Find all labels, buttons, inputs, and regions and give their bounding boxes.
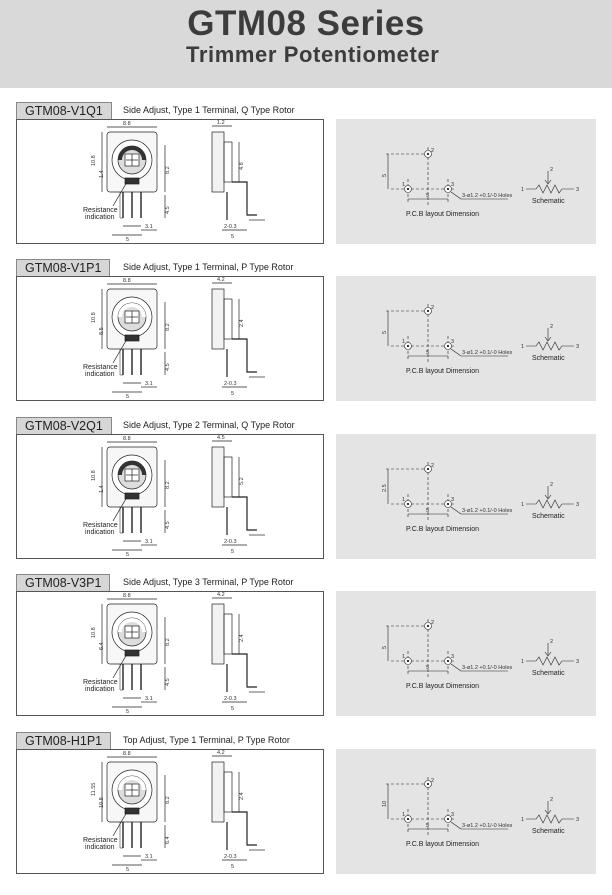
dim-e: 5 <box>126 394 130 400</box>
pcb-layout-label: P.C.B layout Dimension <box>406 841 480 848</box>
resistance-label-2: indication <box>85 844 115 851</box>
schematic-pin-2: 2 <box>550 167 554 173</box>
schematic-label: Schematic <box>532 513 565 520</box>
schematic-label: Schematic <box>532 355 565 362</box>
holes-spec: 3-ø1.2 +0.1/-0 Holes <box>462 823 513 829</box>
pin-2-label: 2 <box>431 148 435 154</box>
pin-2-label: 2 <box>431 305 435 311</box>
dim-f: 1.2 <box>217 120 225 126</box>
schematic-pin-1: 1 <box>521 502 525 508</box>
holes-spec: 3-ø1.2 +0.1/-0 Holes <box>462 508 513 514</box>
dimension-drawing-svg <box>17 120 323 243</box>
resistance-label-2: indication <box>85 371 115 378</box>
pin-3-label: 3 <box>451 497 455 503</box>
resistance-label: Resistance <box>83 837 118 844</box>
dim-pitch: 5 <box>426 665 430 671</box>
schematic-pin-2: 2 <box>550 482 554 488</box>
pcb-layout-panel <box>336 276 596 401</box>
schematic-pin-3: 3 <box>576 817 580 823</box>
model-code-tab <box>16 259 110 277</box>
product-section <box>16 102 596 244</box>
dim-d: 3.1 <box>145 539 153 545</box>
dim-a: 1.4 <box>99 485 105 493</box>
dim-a: 8.5 <box>99 327 105 335</box>
dim-b: 8.2 <box>165 481 171 489</box>
model-code-tab <box>16 732 111 750</box>
holes-spec: 3-ø1.2 +0.1/-0 Holes <box>462 350 513 356</box>
pcb-layout-label: P.C.B layout Dimension <box>406 211 480 218</box>
dim-vertical: 5 <box>382 645 388 649</box>
pcb-layout-panel <box>336 434 596 559</box>
dim-g: 2.4 <box>239 634 245 642</box>
dim-height: 11.55 <box>91 782 97 796</box>
product-section <box>16 732 596 874</box>
resistance-label-2: indication <box>85 529 115 536</box>
schematic-pin-2: 2 <box>550 797 554 803</box>
dimension-drawing-svg <box>17 277 323 400</box>
dimension-drawing-svg <box>17 592 323 715</box>
schematic-label: Schematic <box>532 198 565 205</box>
pin-1-label: 1 <box>402 812 406 818</box>
dim-c: 4.5 <box>165 363 171 371</box>
dim-pitch: 5 <box>426 350 430 356</box>
schematic-pin-3: 3 <box>576 344 580 350</box>
dim-c: 6.4 <box>165 836 171 844</box>
dim-d: 3.1 <box>145 381 153 387</box>
resistance-label: Resistance <box>83 364 118 371</box>
model-code-tab <box>16 102 112 120</box>
dim-vertical: 5 <box>382 330 388 334</box>
dim-f: 4.2 <box>217 750 225 756</box>
dimension-drawing <box>16 434 324 559</box>
pcb-layout-panel <box>336 591 596 716</box>
model-code: GTM08-V1P1 <box>25 261 102 275</box>
resistance-label: Resistance <box>83 207 118 214</box>
page-subtitle: Trimmer Potentiometer <box>186 42 440 67</box>
resistance-label: Resistance <box>83 679 118 686</box>
dim-side-pitch: 5 <box>231 706 235 712</box>
pcb-layout-svg <box>336 749 596 874</box>
dim-vertical: 2.5 <box>382 484 388 492</box>
pin-1-label: 1 <box>402 654 406 660</box>
dimension-drawing <box>16 276 324 401</box>
dim-e: 5 <box>126 867 130 873</box>
schematic-pin-1: 1 <box>521 344 525 350</box>
pin-3-label: 3 <box>451 182 455 188</box>
pcb-layout-label: P.C.B layout Dimension <box>406 368 480 375</box>
dim-c: 4.5 <box>165 521 171 529</box>
dim-side-pitch: 5 <box>231 864 235 870</box>
pin-3-label: 3 <box>451 654 455 660</box>
product-section <box>16 259 596 401</box>
dim-b: 8.2 <box>165 166 171 174</box>
dim-f: 4.2 <box>217 277 225 283</box>
schematic-label: Schematic <box>532 670 565 677</box>
model-code: GTM08-V2Q1 <box>25 419 103 433</box>
dim-d: 3.1 <box>145 696 153 702</box>
pin-1-label: 1 <box>402 497 406 503</box>
dim-c: 4.5 <box>165 678 171 686</box>
dim-height: 10.8 <box>91 312 97 323</box>
schematic-pin-3: 3 <box>576 187 580 193</box>
model-code: GTM08-H1P1 <box>25 734 103 748</box>
dim-g: 4.8 <box>239 162 245 170</box>
pin-2-label: 2 <box>431 463 435 469</box>
product-section <box>16 574 596 716</box>
schematic-pin-1: 1 <box>521 817 525 823</box>
model-description: Side Adjust, Type 1 Terminal, Q Type Rotor <box>123 105 295 115</box>
dim-width: 8.8 <box>123 436 131 442</box>
dim-g: 2.4 <box>239 792 245 800</box>
dim-h: 2-0.3 <box>224 381 237 387</box>
dim-width: 8.8 <box>123 278 131 284</box>
dim-d: 3.1 <box>145 854 153 860</box>
pcb-layout-svg <box>336 276 596 401</box>
product-section <box>16 417 596 559</box>
dimension-drawing-svg <box>17 750 323 873</box>
dim-g: 5.2 <box>239 477 245 485</box>
dim-f: 4.5 <box>217 435 225 441</box>
dim-g: 2.4 <box>239 319 245 327</box>
model-code: GTM08-V3P1 <box>25 576 102 590</box>
holes-spec: 3-ø1.2 +0.1/-0 Holes <box>462 665 513 671</box>
dim-f: 4.2 <box>217 592 225 598</box>
pcb-layout-label: P.C.B layout Dimension <box>406 683 480 690</box>
dim-pitch: 5 <box>426 508 430 514</box>
dim-a: 6.4 <box>99 642 105 650</box>
dim-height: 10.8 <box>91 470 97 481</box>
dim-h: 2-0.3 <box>224 539 237 545</box>
dim-side-pitch: 5 <box>231 549 235 555</box>
dim-h: 2-0.3 <box>224 696 237 702</box>
dim-width: 8.8 <box>123 593 131 599</box>
schematic-pin-2: 2 <box>550 324 554 330</box>
model-description: Top Adjust, Type 1 Terminal, P Type Rotor <box>123 735 290 745</box>
pin-2-label: 2 <box>431 778 435 784</box>
dim-b: 8.2 <box>165 796 171 804</box>
page-title: GTM08 Series <box>187 4 425 43</box>
schematic-pin-3: 3 <box>576 502 580 508</box>
model-description: Side Adjust, Type 2 Terminal, Q Type Rotor <box>123 420 295 430</box>
pin-1-label: 1 <box>402 339 406 345</box>
model-code-tab <box>16 574 110 592</box>
dim-side-pitch: 5 <box>231 391 235 397</box>
model-code: GTM08-V1Q1 <box>25 104 103 118</box>
dim-b: 8.2 <box>165 638 171 646</box>
dim-h: 2-0.3 <box>224 224 237 230</box>
dim-c: 4.5 <box>165 206 171 214</box>
model-description: Side Adjust, Type 1 Terminal, P Type Rotor <box>123 262 294 272</box>
dim-e: 5 <box>126 552 130 558</box>
pcb-layout-panel <box>336 119 596 244</box>
pcb-layout-svg <box>336 591 596 716</box>
resistance-label-2: indication <box>85 214 115 221</box>
pin-3-label: 3 <box>451 812 455 818</box>
dimension-drawing <box>16 591 324 716</box>
dim-a: 10.8 <box>99 797 105 808</box>
pin-1-label: 1 <box>402 182 406 188</box>
pcb-layout-panel <box>336 749 596 874</box>
model-code-tab <box>16 417 112 435</box>
pin-2-label: 2 <box>431 620 435 626</box>
dim-pitch: 5 <box>426 823 430 829</box>
schematic-pin-2: 2 <box>550 639 554 645</box>
schematic-pin-1: 1 <box>521 187 525 193</box>
dim-vertical: 10 <box>382 800 388 807</box>
dim-e: 5 <box>126 709 130 715</box>
model-description: Side Adjust, Type 3 Terminal, P Type Rotor <box>123 577 294 587</box>
dim-h: 2-0.3 <box>224 854 237 860</box>
dim-b: 8.2 <box>165 323 171 331</box>
pcb-layout-svg <box>336 434 596 559</box>
schematic-pin-1: 1 <box>521 659 525 665</box>
dimension-drawing <box>16 749 324 874</box>
dim-d: 3.1 <box>145 224 153 230</box>
dim-width: 8.8 <box>123 751 131 757</box>
dim-vertical: 5 <box>382 173 388 177</box>
dimension-drawing <box>16 119 324 244</box>
pcb-layout-label: P.C.B layout Dimension <box>406 526 480 533</box>
pin-3-label: 3 <box>451 339 455 345</box>
resistance-label: Resistance <box>83 522 118 529</box>
page-header <box>0 0 612 88</box>
schematic-pin-3: 3 <box>576 659 580 665</box>
schematic-label: Schematic <box>532 828 565 835</box>
dimension-drawing-svg <box>17 435 323 558</box>
dim-pitch: 5 <box>426 193 430 199</box>
dim-height: 10.8 <box>91 155 97 166</box>
dim-a: 1.4 <box>99 170 105 178</box>
dim-side-pitch: 5 <box>231 234 235 240</box>
holes-spec: 3-ø1.2 +0.1/-0 Holes <box>462 193 513 199</box>
pcb-layout-svg <box>336 119 596 244</box>
dim-width: 8.8 <box>123 121 131 127</box>
resistance-label-2: indication <box>85 686 115 693</box>
dim-e: 5 <box>126 237 130 243</box>
dim-height: 10.8 <box>91 627 97 638</box>
